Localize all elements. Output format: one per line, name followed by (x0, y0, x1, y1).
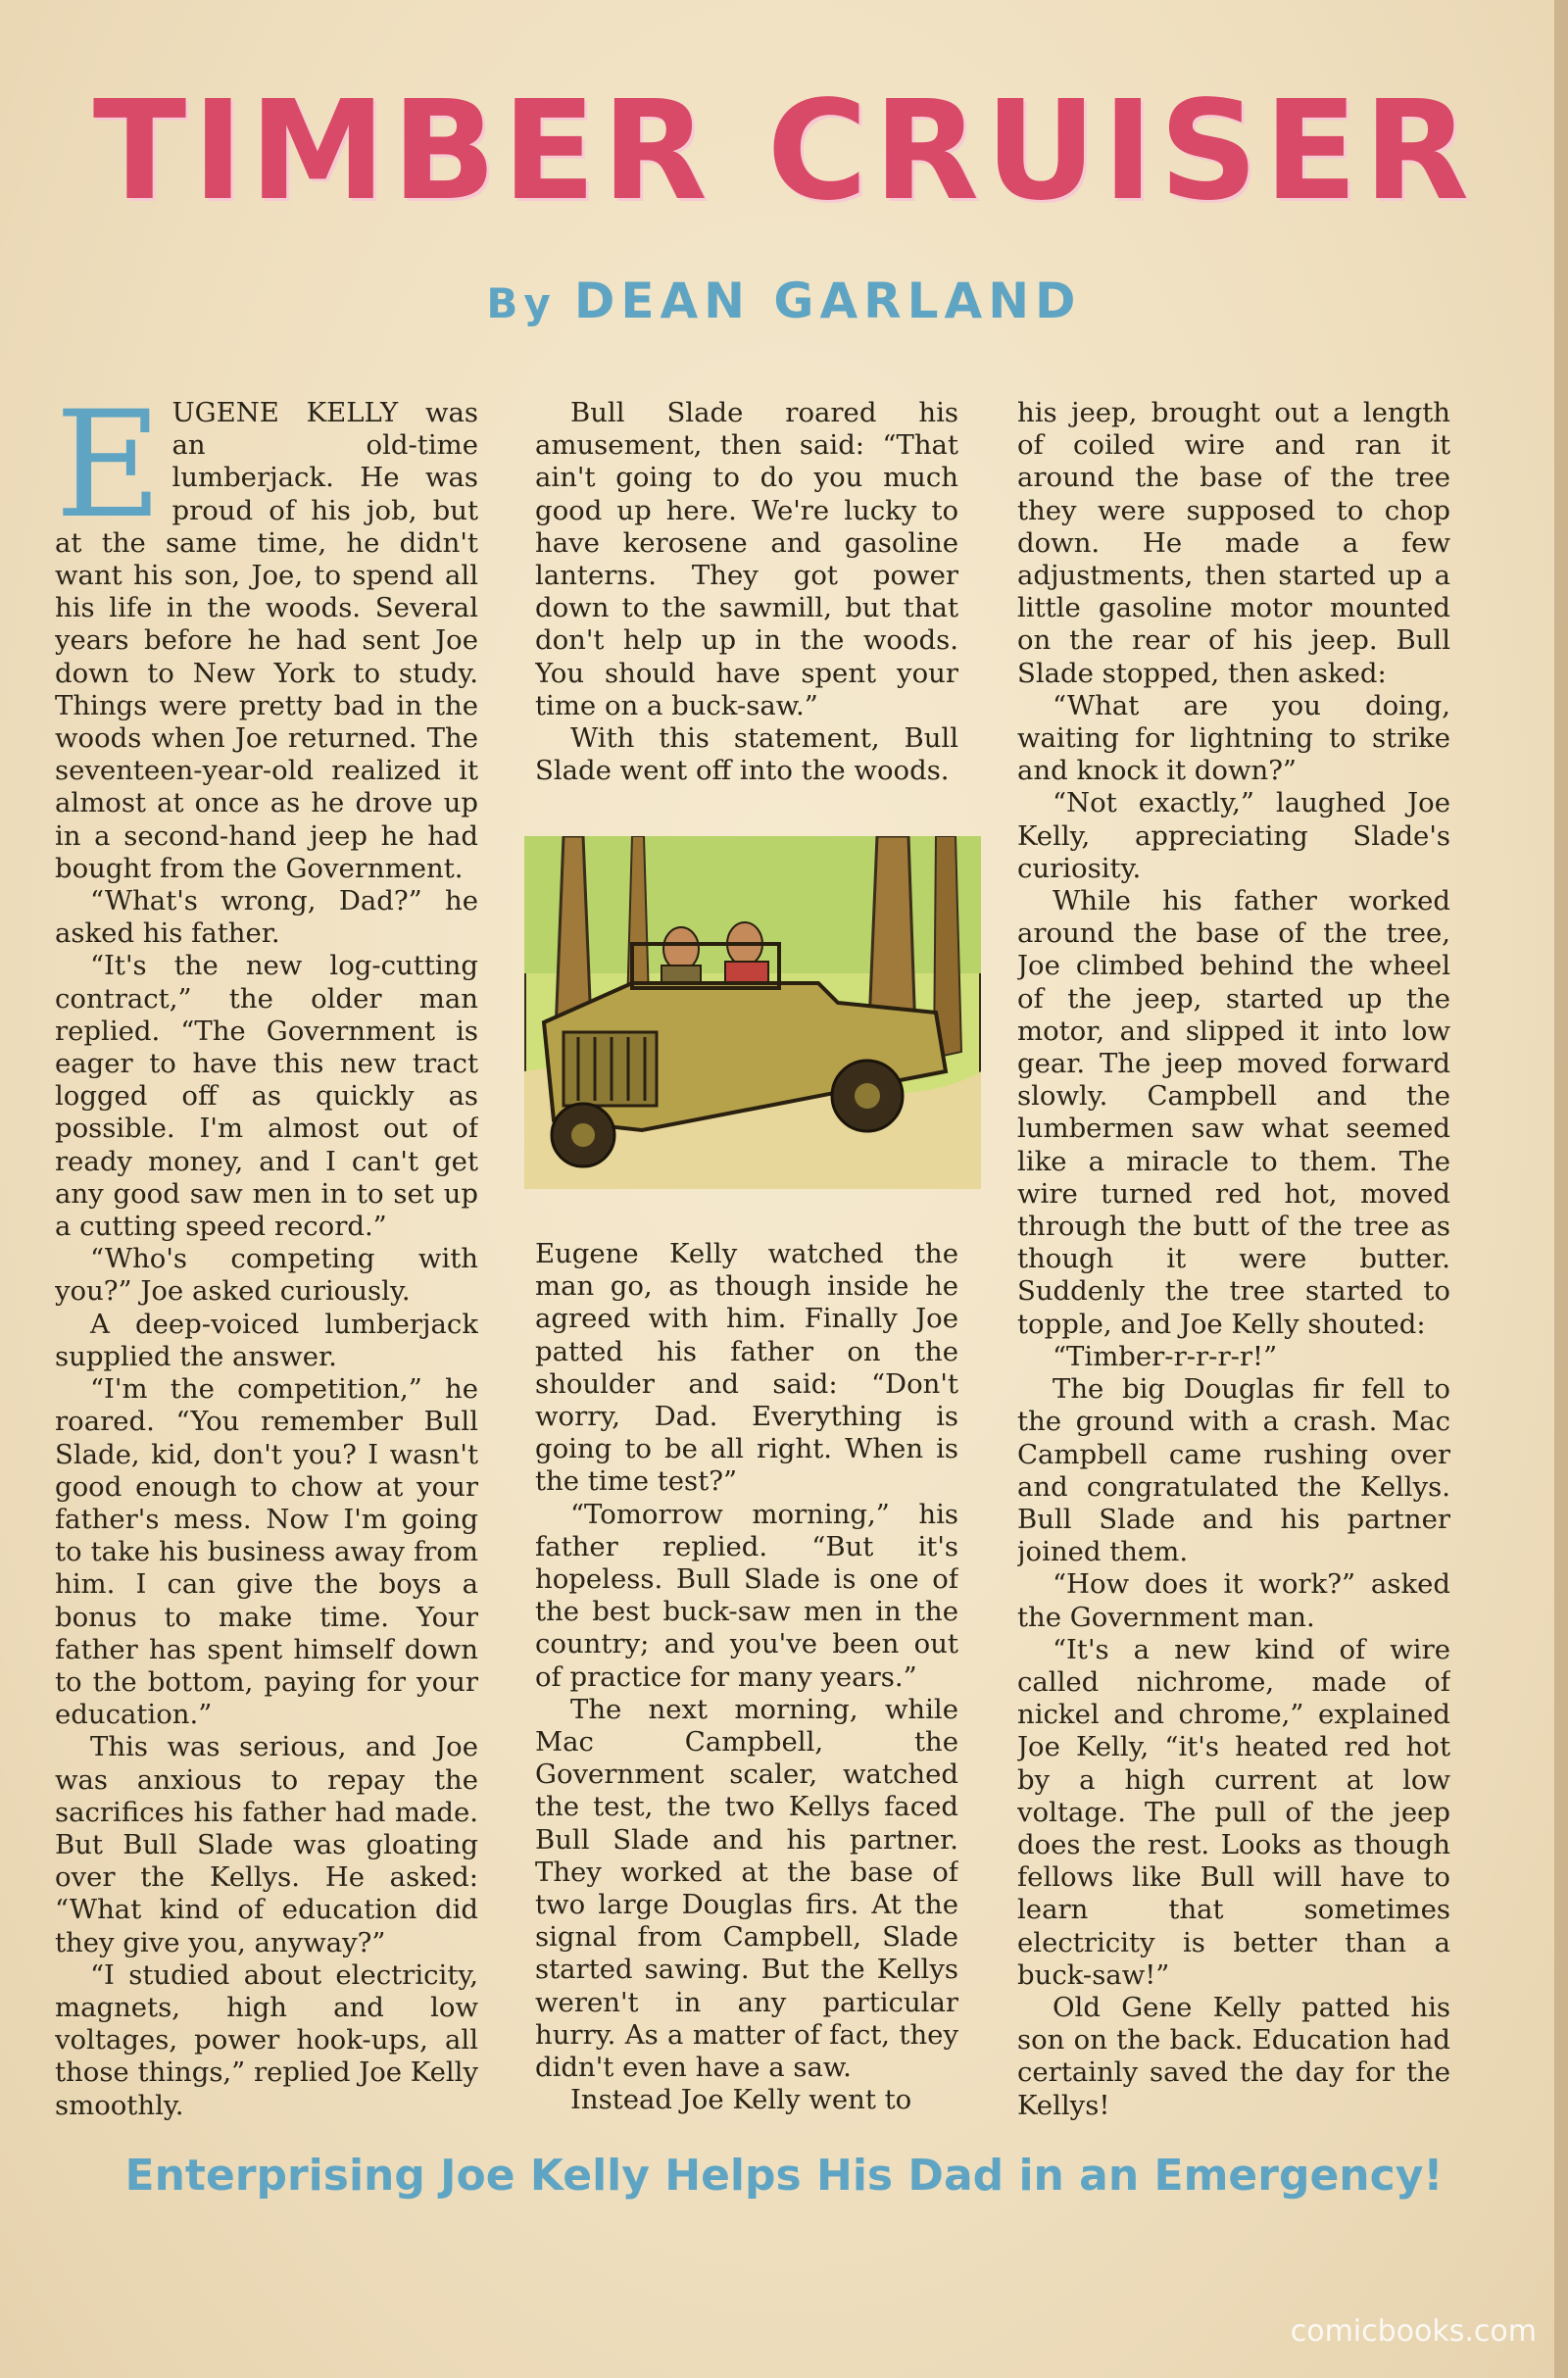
story-paragraph: “What's wrong, Dad?” he asked his father. (55, 885, 478, 950)
story-paragraph: With this statement, Bull Slade went off into the woods. (535, 722, 958, 787)
story-column-1 (55, 397, 478, 2137)
story-paragraph: “Timber-r-r-r-r!” (1053, 1340, 1278, 1372)
story-column-2-top (535, 397, 958, 828)
story-paragraph: Bull Slade roared his amusement, then said: “That ain't going to do you much good up here. We're lucky to have kerosene and gasoline lanterns. They got power down to the sawmill, but that don't help up in the woods. You should have spent your time on a buck-saw.” (535, 397, 958, 721)
story-paragraph: The big Douglas fir fell to the ground with a crash. Mac Campbell came rushing over and congratulated the Kellys. Bull Slade and his partner joined them. (1017, 1373, 1450, 1568)
page-edge (1554, 0, 1568, 2378)
story-paragraph: While his father worked around the base of the tree, Joe climbed behind the wheel of the jeep, started up the motor, and slipped it into low gear. The jeep moved forward slowly. Campbell and the lumbermen saw what seemed like a miracle to them. The wire turned red hot, moved through the butt of the tree as though it were butter. Suddenly the tree started to topple, and Joe Kelly shouted: (1017, 885, 1450, 1340)
drop-cap: E (55, 397, 163, 551)
page-title: TIMBER CRUISER (92, 72, 1476, 231)
story-paragraph: This was serious, and Joe was anxious to repay the sacrifices his father had made. But Bull Slade was gloating over the Kellys. He asked: “What kind of education did they give you, anyway?” (55, 1731, 478, 1958)
story-paragraph: his jeep, brought out a length of coiled wire and ran it around the base of the tree they were supposed to chop down. He made a few adjustments, then started up a little gasoline motor mounted on the rear of his jeep. Bull Slade stopped, then asked: (1017, 397, 1450, 689)
story-text: UGENE KELLY was an old-time lumberjack. He was proud of his job, but at the same time, he didn't want his son, Joe, to spend all his life in the woods. Several years before he had sent Joe down to New York to study. Things were pretty bad in the woods when Joe returned. The seventeen-year-old realized it almost at once as he drove up in a second-hand jeep he had bought from the Government. (55, 397, 478, 884)
byline (0, 272, 1568, 329)
story-paragraph: “It's the new log-cutting contract,” the older man replied. “The Government is eager to have this new tract logged off as quickly as possible. I'm almost out of ready money, and I can't get any good saw men in to set up a cutting speed record.” (55, 950, 478, 1243)
story-paragraph: “Not exactly,” laughed Joe Kelly, appreciating Slade's curiosity. (1017, 787, 1450, 884)
story-paragraph: The next morning, while Mac Campbell, the Government scaler, watched the test, the two Kellys faced Bull Slade and his partner. They worked at the base of two large Douglas firs. At the signal from Campbell, Slade started sawing. But the Kellys weren't in any particular hurry. As a matter of fact, they didn't even have a saw. (535, 1693, 958, 2084)
story-paragraph: A deep-voiced lumberjack supplied the answer. (55, 1308, 478, 1372)
story-paragraph: Old Gene Kelly patted his son on the back. Education had certainly saved the day for the Kellys! (1017, 1991, 1450, 2121)
story-paragraph: “I'm the competition,” he roared. “You remember Bull Slade, kid, don't you? I wasn't good enough to chow at your father's mess. Now I'm going to take his business away from him. I can give the boys a bonus to make time. Your father has spent himself down to the bottom, paying for your education.” (55, 1373, 478, 1731)
story-paragraph: Eugene Kelly watched the man go, as though inside he agreed with him. Finally Joe patted his father on the shoulder and said: “Don't worry, Dad. Everything is going to be all right. When is the time test?” (535, 1238, 958, 1498)
driver-figure (663, 927, 699, 970)
story-paragraph: “Who's competing with you?” Joe asked curiously. (55, 1243, 478, 1308)
story-paragraph: “It's a new kind of wire called nichrome, made of nickel and chrome,” explained Joe Kelly, “it's heated red hot by a high current at low voltage. The pull of the jeep does the rest. Looks as though fellows like Bull will have to learn that sometimes electricity is better than a buck-saw!” (1017, 1633, 1450, 1991)
byline-by: By (486, 279, 557, 327)
story-paragraph: “How does it work?” asked the Government man. (1017, 1568, 1450, 1633)
story-paragraph: “Tomorrow morning,” his father replied. “But it's hopeless. Bull Slade is one of the best buck-saw men in the country; and you've been out of practice for many years.” (535, 1498, 958, 1693)
jeep-illustration (524, 836, 981, 1189)
story-paragraph (55, 397, 478, 885)
story-paragraph: Instead Joe Kelly went to (570, 2084, 912, 2116)
story-column-2-bottom (535, 1238, 958, 2125)
story-paragraph: “I studied about electricity, magnets, high and low voltages, power hook-ups, all those things,” replied Joe Kelly smoothly. (55, 1958, 478, 2121)
story-column-3 (1017, 397, 1450, 2137)
byline-author: DEAN GARLAND (573, 272, 1082, 329)
story-paragraph: “What are you doing, waiting for lightning to strike and knock it down?” (1017, 689, 1450, 787)
story-tagline: Enterprising Joe Kelly Helps His Dad in an Emergency! (124, 2151, 1444, 2201)
watermark: comicbooks.com (1290, 2314, 1537, 2349)
